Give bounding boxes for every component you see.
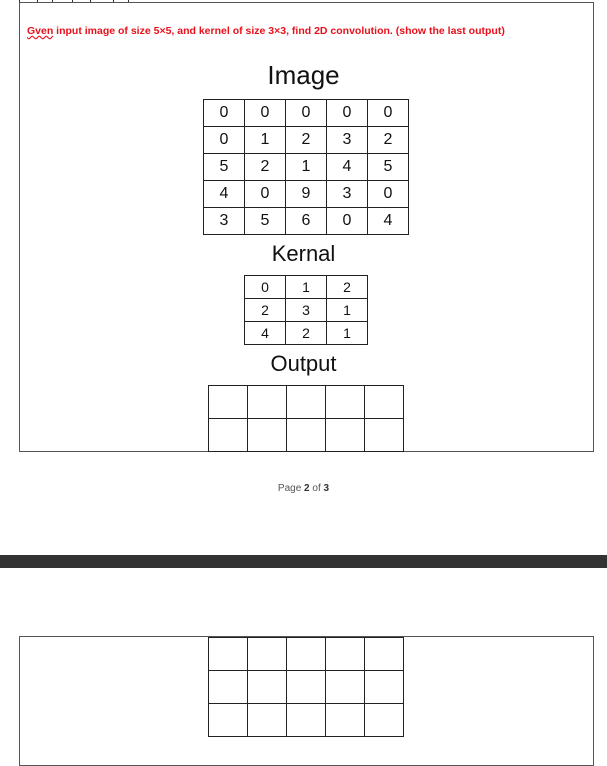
output-cell[interactable] [209, 419, 248, 452]
page-of: of [309, 483, 324, 494]
kernel-cell: 2 [245, 299, 286, 322]
kernel-row [245, 276, 368, 299]
image-cell: 0 [327, 208, 368, 235]
output-cell[interactable] [365, 419, 404, 452]
image-cell: 3 [327, 181, 368, 208]
output-cell[interactable] [326, 638, 365, 671]
image-cell: 2 [245, 154, 286, 181]
image-cell: 2 [286, 127, 327, 154]
image-cell: 5 [245, 208, 286, 235]
kernel-heading: Kernal [271, 241, 336, 266]
kernel-cell: 1 [286, 276, 327, 299]
kernel-row [245, 322, 368, 345]
output-cell[interactable] [365, 386, 404, 419]
kernel-cell: 4 [245, 322, 286, 345]
question-rest: input image of size 5×5, and kernel of size 3×3, find 2D convolution. (show the last output) [53, 25, 505, 37]
kernel-cell: 1 [327, 322, 368, 345]
image-cell: 9 [286, 181, 327, 208]
image-cell: 0 [286, 100, 327, 127]
page-total: 3 [323, 483, 330, 494]
kernel-matrix [244, 275, 368, 345]
image-cell: 0 [368, 100, 409, 127]
output-cell[interactable] [287, 419, 326, 452]
output-cell[interactable] [326, 386, 365, 419]
image-cell: 0 [204, 100, 245, 127]
output-heading: Output [270, 351, 337, 376]
output-cell[interactable] [287, 638, 326, 671]
image-row [204, 154, 409, 181]
output-cell[interactable] [326, 419, 365, 452]
output-cell[interactable] [287, 671, 326, 704]
image-cell: 5 [368, 154, 409, 181]
output-cell[interactable] [209, 386, 248, 419]
image-cell: 3 [327, 127, 368, 154]
output-cell[interactable] [248, 704, 287, 737]
image-cell: 3 [204, 208, 245, 235]
image-row [204, 208, 409, 235]
output-cell[interactable] [248, 638, 287, 671]
output-cell[interactable] [209, 704, 248, 737]
output-matrix-part2 [208, 637, 404, 737]
output-cell[interactable] [248, 386, 287, 419]
output-row [209, 671, 404, 704]
output-cell[interactable] [365, 671, 404, 704]
kernel-cell: 2 [327, 276, 368, 299]
image-row [204, 127, 409, 154]
question-text [27, 25, 505, 37]
image-cell: 0 [245, 181, 286, 208]
page-number [0, 483, 607, 494]
output-cell[interactable] [365, 704, 404, 737]
output-matrix-part1 [208, 385, 404, 452]
output-cell[interactable] [287, 704, 326, 737]
image-cell: 0 [368, 181, 409, 208]
kernel-cell: 2 [286, 322, 327, 345]
question-first-word: Gven [27, 25, 54, 37]
output-row [209, 638, 404, 671]
kernel-row [245, 299, 368, 322]
image-matrix [203, 99, 409, 235]
output-cell[interactable] [365, 638, 404, 671]
image-cell: 1 [286, 154, 327, 181]
image-cell: 5 [204, 154, 245, 181]
output-cell[interactable] [209, 638, 248, 671]
output-cell[interactable] [248, 671, 287, 704]
image-cell: 4 [204, 181, 245, 208]
output-row [209, 386, 404, 419]
output-cell[interactable] [326, 704, 365, 737]
output-cell[interactable] [287, 386, 326, 419]
image-cell: 6 [286, 208, 327, 235]
image-row [204, 100, 409, 127]
output-cell[interactable] [209, 671, 248, 704]
image-cell: 1 [245, 127, 286, 154]
image-cell: 0 [204, 127, 245, 154]
image-cell: 0 [245, 100, 286, 127]
image-row [204, 181, 409, 208]
image-heading: Image [267, 60, 340, 90]
page-current: 2 [304, 483, 310, 494]
image-cell: 2 [368, 127, 409, 154]
output-cell[interactable] [248, 419, 287, 452]
kernel-cell: 1 [327, 299, 368, 322]
image-cell: 4 [327, 154, 368, 181]
kernel-cell: 3 [286, 299, 327, 322]
kernel-cell: 0 [245, 276, 286, 299]
image-cell: 4 [368, 208, 409, 235]
output-cell[interactable] [326, 671, 365, 704]
page-separator [0, 555, 607, 568]
output-row [209, 704, 404, 737]
image-cell: 0 [327, 100, 368, 127]
output-row [209, 419, 404, 452]
page-prefix: Page [277, 483, 305, 494]
